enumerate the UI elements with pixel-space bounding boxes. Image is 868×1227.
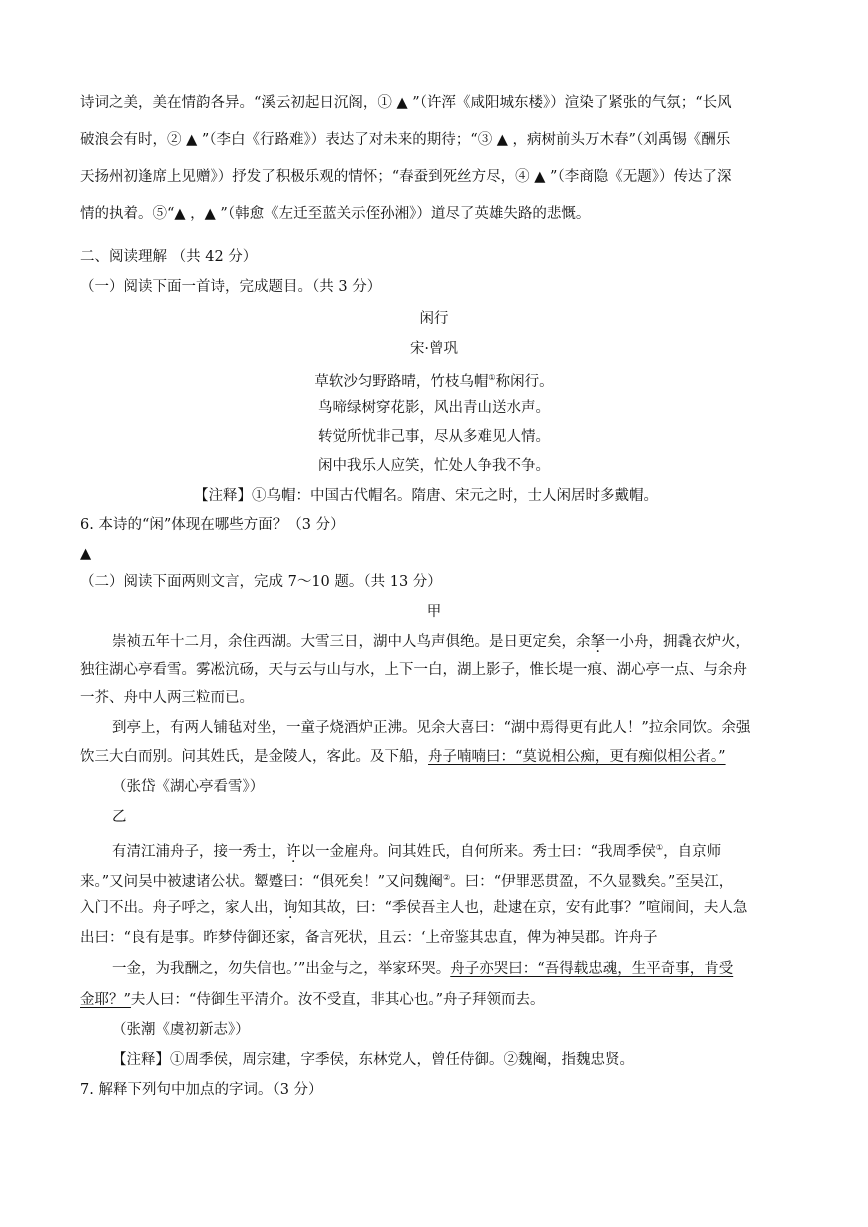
poem-note: 【注释】①乌帽：中国古代帽名。隋唐、宋元之时，士人闲居时多戴帽。 (194, 488, 658, 504)
part2-instruction: （二）阅读下面两则文言，完成 7～10 题。（共 13 分） (80, 574, 442, 590)
dotted-word: 许 (286, 844, 301, 860)
yi-line-1: 有清江浦舟子，接一秀士，许以一金雇舟。问其姓氏，自何所来。秀士曰：“我周季侯①，自京师 (112, 843, 722, 860)
question-7: 7. 解释下列句中加点的字词。（3 分） (80, 1082, 323, 1098)
text-yi-title: 乙 (112, 809, 127, 825)
footnote-marker: ① (488, 373, 496, 382)
question-6: 6. 本诗的“闲”体现在哪些方面？（3 分） (80, 517, 345, 533)
part1-instruction: （一）阅读下面一首诗，完成题目。（共 3 分） (80, 279, 382, 295)
poem-title: 闲行 (419, 311, 449, 327)
poetry-question-line-3: 天扬州初逢席上见赠》）抒发了积极乐观的情怀；“春蚕到死丝方尽，④ ▲ ”（李商隐《无题》）传达了深 (80, 169, 732, 185)
yi-line-2: 来。”又问吴中被逮诸公状。颦蹙曰：“俱死矣！”又问魏阉②。曰：“伊罪恶贯盈，不久显戮矣。”至吴江， (80, 873, 734, 890)
poem-author: 宋·曾巩 (409, 341, 459, 357)
poem-line-2: 鸟啼绿树穿花影，风出青山送水声。 (318, 400, 550, 416)
yi-line-3: 入门不出。舟子呼之，家人出，询知其故，曰：“季侯吾主人也，赴逮在京，安有此事？”喧闹间，夫人急 (80, 900, 748, 916)
yi-note: 【注释】①周季侯，周宗建，字季侯，东林党人，曾任侍御。②魏阉，指魏忠贤。 (112, 1052, 634, 1068)
poem-line-1: 草软沙匀野路晴，竹枝乌帽①称闲行。 (314, 373, 554, 390)
yi-line-6: 金耶？”夫人曰：“侍御生平清介。汝不受直，非其心也。”舟子拜领而去。 (80, 992, 545, 1008)
dotted-word: 拏 (590, 634, 605, 650)
jia-para1-line-3: 一芥、舟中人两三粒而已。 (80, 690, 254, 706)
underlined-sentence: 舟子喃喃曰：“莫说相公痴，更有痴似相公者。” (428, 749, 726, 765)
poetry-question-line-1: 诗词之美，美在情韵各异。“溪云初起日沉阁，① ▲ ”（许浑《咸阳城东楼》）渲染了紧张的气氛；“长风 (80, 95, 732, 111)
poem-line-3: 转觉所忧非己事，尽从多难见人情。 (318, 429, 550, 445)
yi-line-5: 一金，为我酬之，勿失信也。’”出金与之，举家环哭。舟子亦哭曰：“吾得载忠魂，生平奇事，肯受 (112, 961, 734, 977)
jia-para1-line-1: 崇祯五年十二月，余住西湖。大雪三日，湖中人鸟声俱绝。是日更定矣，余拏一小舟，拥毳衣炉火， (112, 634, 750, 650)
poetry-question-line-4: 情的执着。⑤“▲ ，▲ ”（韩愈《左迁至蓝关示侄孙湘》）道尽了英雄失路的悲慨。 (80, 206, 591, 222)
dotted-word: 询 (283, 900, 298, 916)
underlined-sentence: 舟子亦哭曰：“吾得载忠魂，生平奇事，肯受 (450, 961, 734, 977)
underlined-sentence: 金耶？” (80, 992, 131, 1008)
footnote-marker: ② (443, 873, 451, 882)
yi-source: （张潮《虞初新志》） (112, 1022, 250, 1038)
jia-source: （张岱《湖心亭看雪》） (112, 779, 265, 795)
jia-para2-line-2: 饮三大白而别。问其姓氏，是金陵人，客此。及下船，舟子喃喃曰：“莫说相公痴，更有痴似相公者。” (80, 749, 726, 765)
yi-line-4: 出曰：“良有是事。昨梦侍御还家，备言死状，且云：‘上帝鉴其忠直，俾为神吴郡。许舟子 (80, 930, 658, 946)
text-jia-title: 甲 (426, 604, 442, 620)
answer-placeholder: ▲ (80, 546, 92, 562)
jia-para1-line-2: 独往湖心亭看雪。雾凇沆砀，天与云与山与水，上下一白，湖上影子，惟长堤一痕、湖心亭一点、与余舟 (80, 662, 747, 678)
footnote-marker: ① (655, 843, 664, 852)
poem-line-4: 闲中我乐人应笑，忙处人争我不争。 (318, 458, 550, 474)
poetry-question-line-2: 破浪会有时，② ▲ ”（李白《行路难》）表达了对未来的期待；“③ ▲ ，病树前头万木春”（刘禹锡《酬乐 (80, 132, 731, 148)
section-heading-reading: 二、阅读理解 （共 42 分） (80, 249, 258, 265)
jia-para2-line-1: 到亭上，有两人铺毡对坐，一童子烧酒炉正沸。见余大喜曰：“湖中焉得更有此人！”拉余同饮。余强 (112, 720, 751, 736)
